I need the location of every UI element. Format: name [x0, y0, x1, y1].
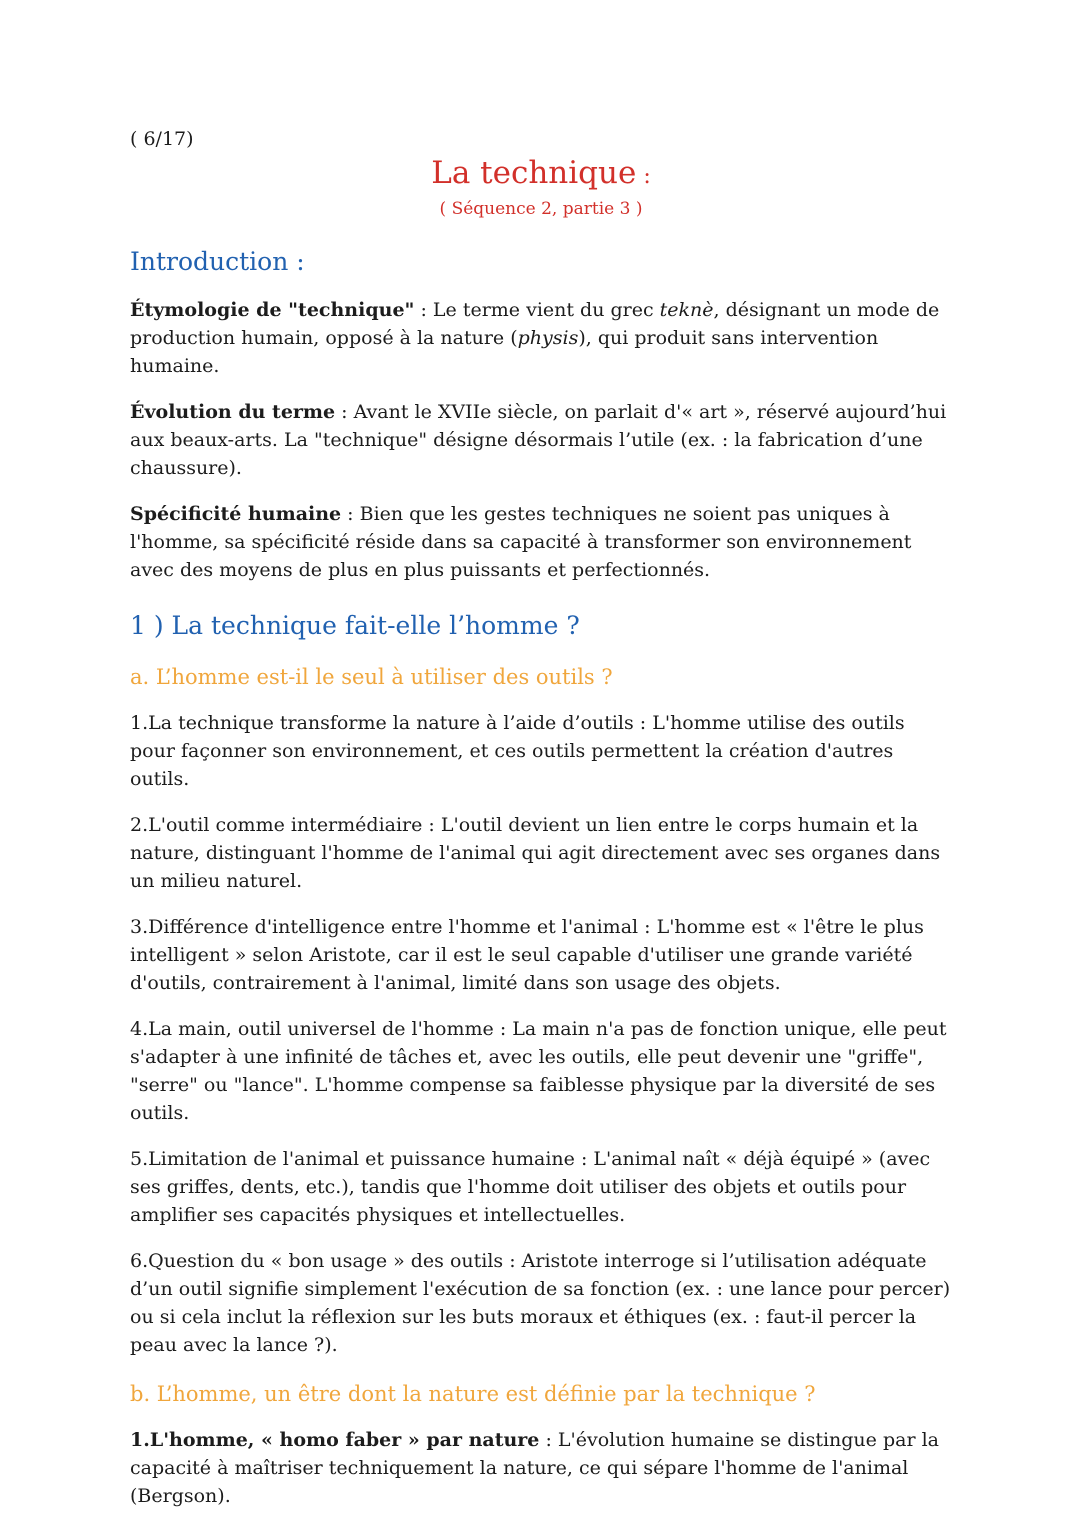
point-5: 5.Limitation de l'animal et puissance humaine : L'animal naît « déjà équipé » (avec ses griffes, dents, etc.), tandis que l'homme doit utiliser des objets et outils pour amplifier ses capacités physiques et intellectuelles.: [130, 1148, 931, 1226]
document-title-colon: :: [636, 164, 651, 189]
point-6: 6.Question du « bon usage » des outils : Aristote interroge si l’utilisation adéquate d’un outil signifie simplement l'exécution de sa fonction (ex. : une lance pour percer) ou si cela inclut la réflexion sur les buts moraux et éthiques (ex. : faut-il percer la peau avec la lance ?).: [130, 1250, 951, 1356]
document-title: [130, 154, 952, 196]
section-1-heading: 1 ) La technique fait-elle l’homme ?: [130, 611, 580, 640]
point-3: 3.Différence d'intelligence entre l'homme et l'animal : L'homme est « l'être le plus intelligent » selon Aristote, car il est le seul capable d'utiliser une grande variété d'outils, contrairement à l'animal, limité dans son usage des objets.: [130, 916, 924, 994]
document-title-text: La technique: [431, 155, 637, 191]
subsection-a-heading: a. L’homme est-il le seul à utiliser des outils ?: [130, 665, 613, 689]
document-subtitle: ( Séquence 2, partie 3 ): [439, 199, 643, 219]
paragraph-homo-faber: 1.L'homme, « homo faber » par nature : L'évolution humaine se distingue par la capacité à maîtriser techniquement la nature, ce qui sépare l'homme de l'animal (Bergson).: [130, 1429, 939, 1507]
paragraph-etymologie: Étymologie de "technique" : Le terme vient du grec teknè, désignant un mode de production humain, opposé à la nature (physis), qui produit sans intervention humaine.: [130, 299, 940, 377]
paragraph-evolution: Évolution du terme : Avant le XVIIe siècle, on parlait d'« art », réservé aujourd’hui aux beaux-arts. La "technique" désigne désormais l’utile (ex. : la fabrication d’une chaussure).: [130, 401, 947, 479]
point-1: 1.La technique transforme la nature à l’aide d’outils : L'homme utilise des outils pour façonner son environnement, et ces outils permettent la création d'autres outils.: [130, 712, 905, 790]
page-number: ( 6/17): [130, 128, 194, 150]
subsection-b-heading: b. L’homme, un être dont la nature est définie par la technique ?: [130, 1382, 816, 1406]
paragraph-specificite: Spécificité humaine : Bien que les gestes techniques ne soient pas uniques à l'homme, sa spécificité réside dans sa capacité à transformer son environnement avec des moyens de plus en plus puissants et perfectionnés.: [130, 503, 912, 581]
point-4: 4.La main, outil universel de l'homme : La main n'a pas de fonction unique, elle peut s'adapter à une infinité de tâches et, avec les outils, elle peut devenir une "griffe", "serre" ou "lance". L'homme compense sa faiblesse physique par la diversité de ses outils.: [130, 1018, 947, 1124]
intro-heading: Introduction :: [130, 247, 305, 276]
point-2: 2.L'outil comme intermédiaire : L'outil devient un lien entre le corps humain et la nature, distinguant l'homme de l'animal qui agit directement avec ses organes dans un milieu naturel.: [130, 814, 941, 892]
